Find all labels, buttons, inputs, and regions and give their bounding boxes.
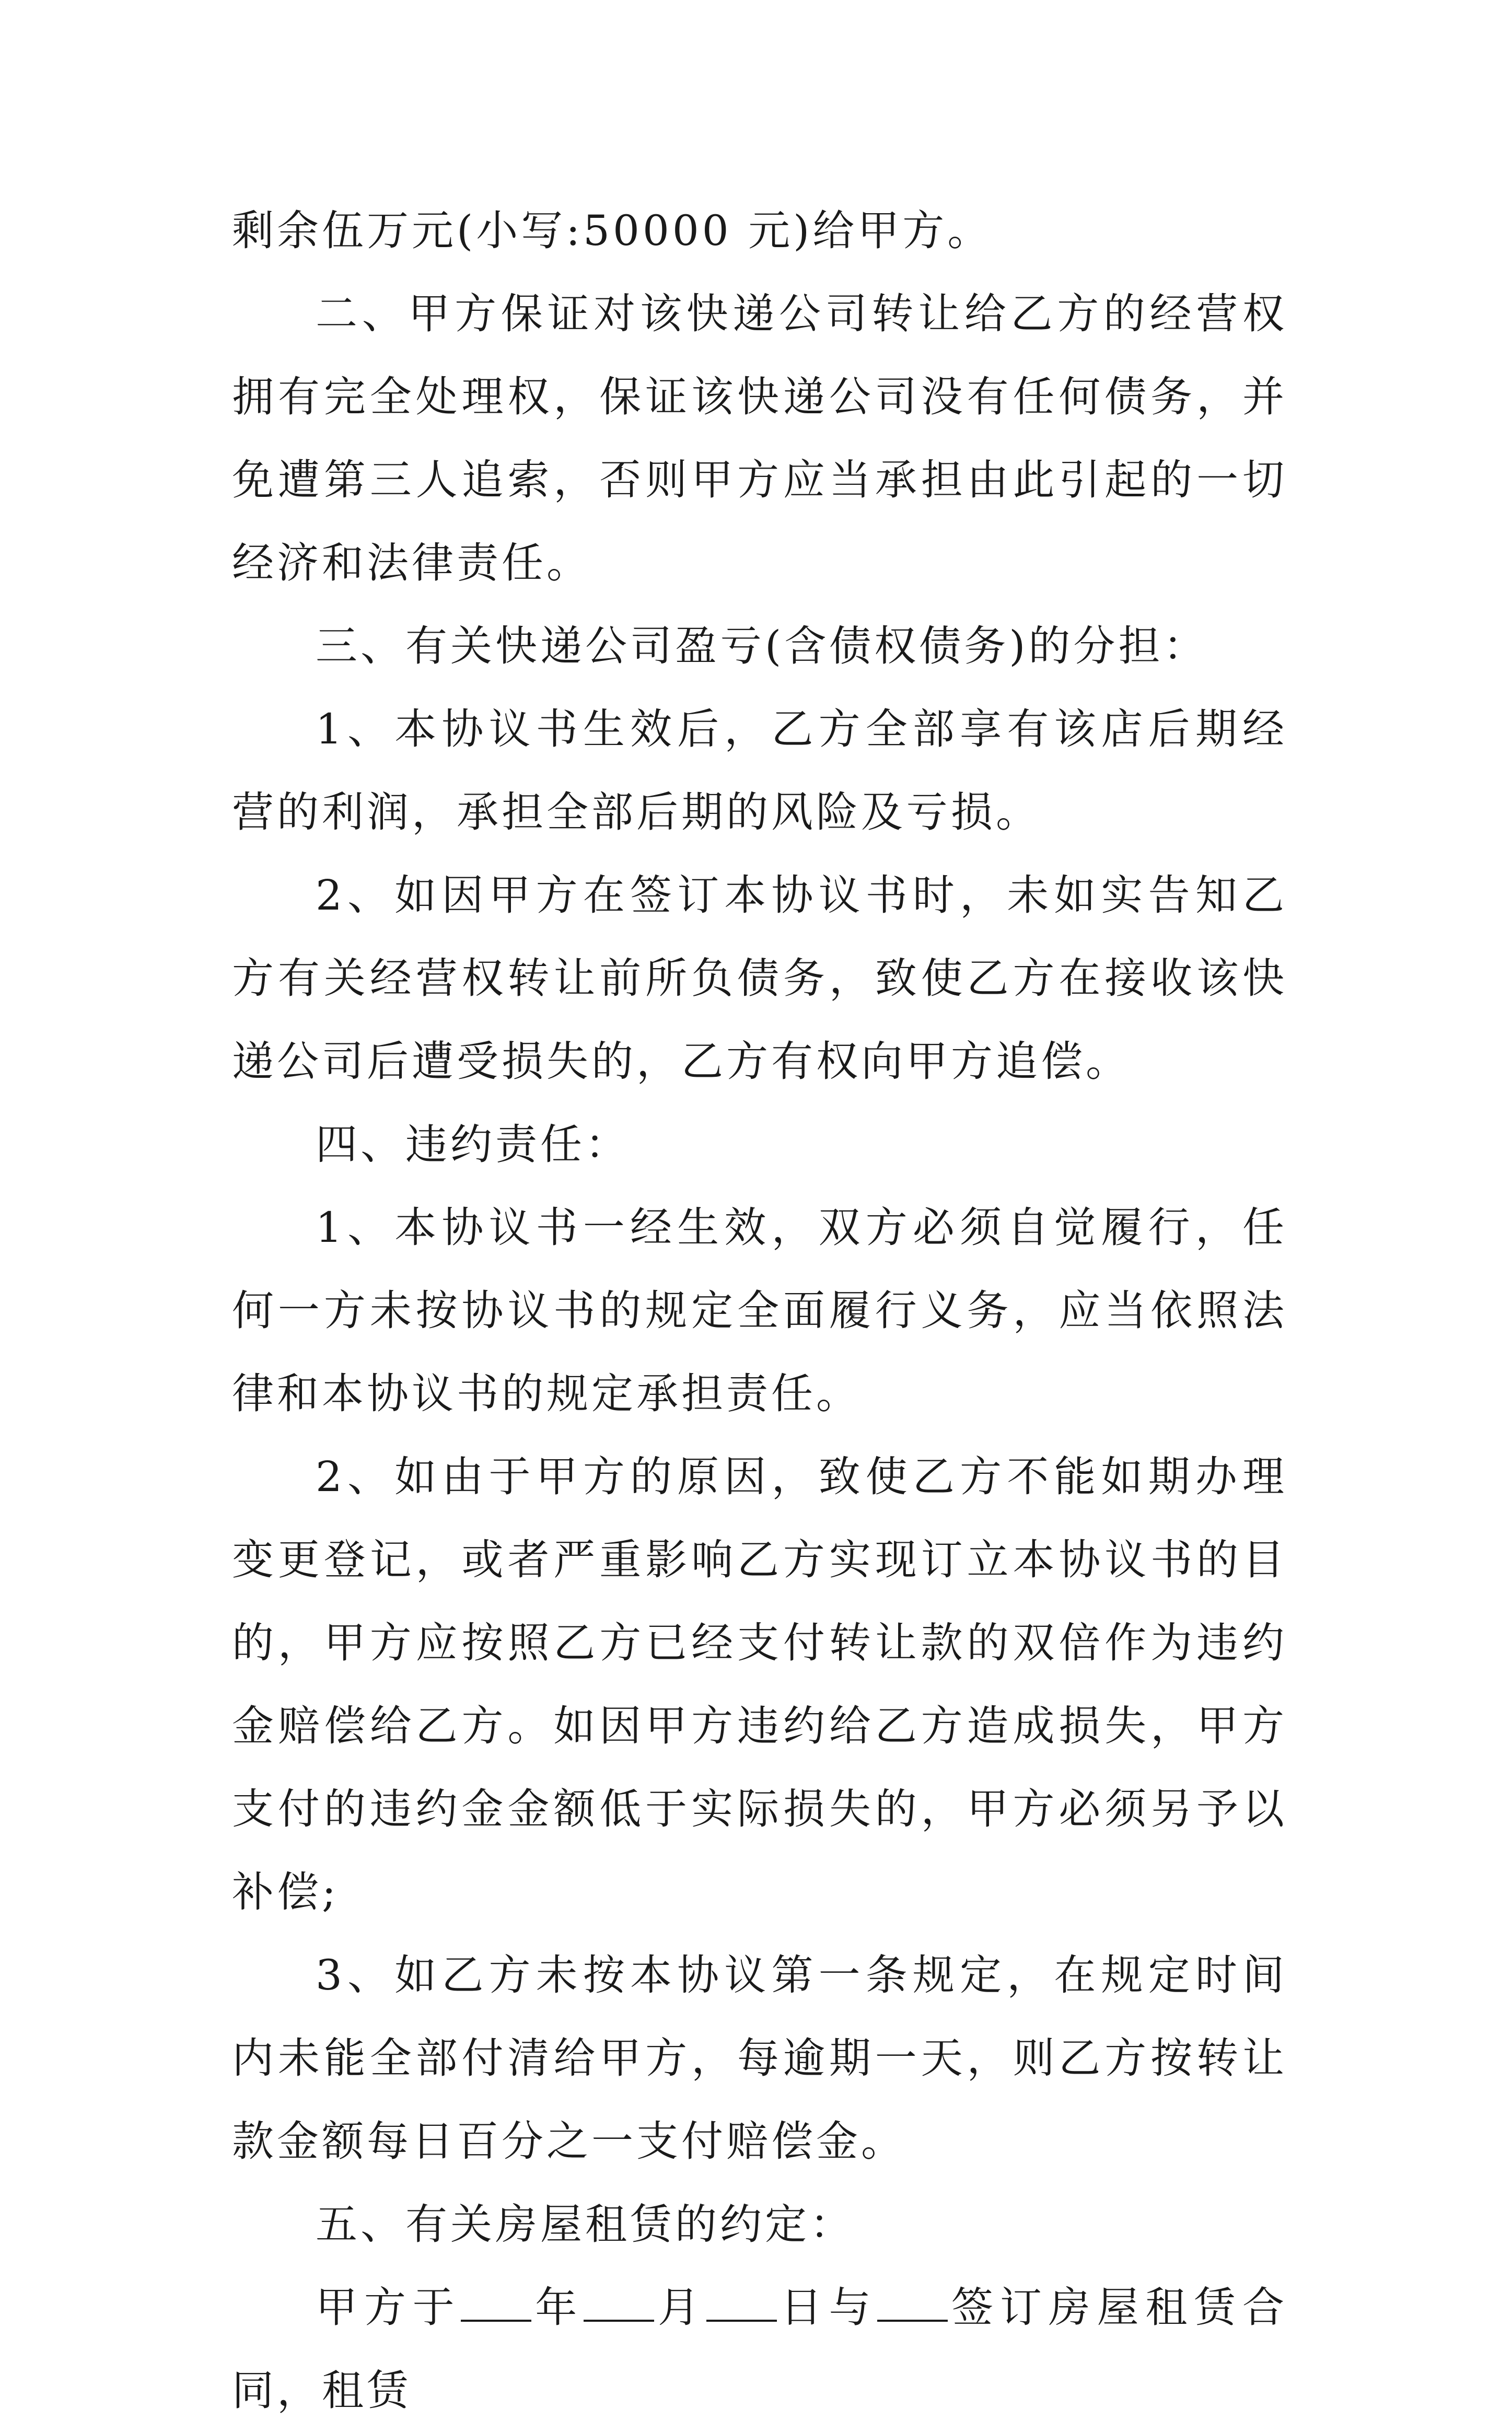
lease-text-5: 签订房屋租赁合同，租赁 (232, 2283, 1288, 2415)
lease-text-2: 年 (531, 2283, 584, 2332)
day-blank (706, 2283, 777, 2322)
lease-text-1: 甲方于 (316, 2283, 461, 2332)
paragraph-clause-three-item-2: 2、如因甲方在签订本协议书时，未如实告知乙方有关经营权转让前所负债务，致使乙方在接收该快递公司后遭受损失的，乙方有权向甲方追偿。 (232, 871, 1287, 1086)
paragraph-payment-remainder: 剩余伍万元(小写:50000 元)给甲方。 (232, 206, 993, 255)
month-blank (584, 2283, 654, 2322)
lease-text-3: 月 (654, 2283, 706, 2332)
paragraph-clause-two: 二、甲方保证对该快递公司转让给乙方的经营权拥有完全处理权，保证该快递公司没有任何债务，并免遭第三人追索，否则甲方应当承担由此引起的一切经济和法律责任。 (232, 289, 1287, 587)
document-body (232, 189, 1287, 2432)
party-blank (877, 2283, 948, 2322)
paragraph-clause-four-heading: 四、违约责任： (316, 1120, 630, 1169)
paragraph-clause-four-item-2: 2、如由于甲方的原因，致使乙方不能如期办理变更登记，或者严重影响乙方实现订立本协议书的目的，甲方应按照乙方已经支付转让款的双倍作为违约金赔偿给乙方。如因甲方违约给乙方造成损失，甲方支付的违约金金额低于实际损失的，甲方必须另予以补偿; (232, 1452, 1287, 1916)
lease-text-4: 日与 (776, 2283, 878, 2332)
paragraph-clause-five-heading: 五、有关房屋租赁的约定： (316, 2200, 855, 2249)
paragraph-clause-three-item-1: 1、本协议书生效后，乙方全部享有该店后期经营的利润，承担全部后期的风险及亏损。 (232, 705, 1287, 836)
year-blank (461, 2283, 531, 2322)
paragraph-clause-four-item-1: 1、本协议书一经生效，双方必须自觉履行，任何一方未按协议书的规定全面履行义务，应当依照法律和本协议书的规定承担责任。 (232, 1203, 1287, 1418)
paragraph-lease-agreement (232, 2266, 1287, 2432)
paragraph-clause-four-item-3: 3、如乙方未按本协议第一条规定，在规定时间内未能全部付清给甲方，每逾期一天，则乙方按转让款金额每日百分之一支付赔偿金。 (232, 1951, 1287, 2166)
paragraph-clause-three-heading: 三、有关快递公司盈亏(含债权债务)的分担： (316, 622, 1208, 670)
